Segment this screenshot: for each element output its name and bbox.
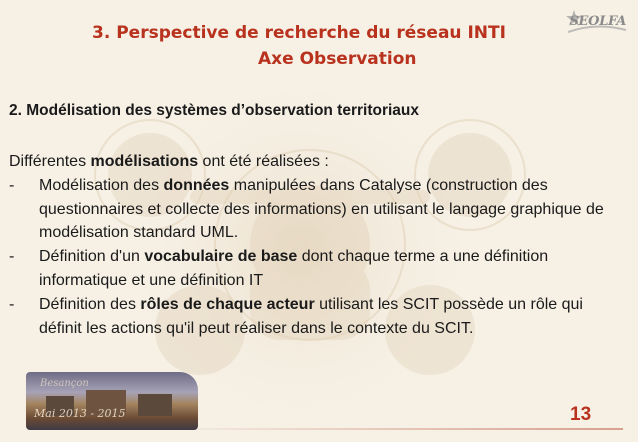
bullet-text-pre: Définition des (39, 295, 141, 313)
photo-caption: Mai 2013 - 2015 (34, 407, 126, 420)
footer-divider (198, 428, 623, 430)
section-heading: 2. Modélisation des systèmes d’observation territoriaux (9, 102, 420, 119)
intro-bold: modélisations (90, 153, 199, 170)
bullet-text-bold: vocabulaire de base (144, 248, 298, 266)
list-item (9, 293, 624, 341)
slide-body (9, 150, 624, 340)
bullet-text-pre: Modélisation des (39, 176, 164, 194)
bullet-text-bold: données (163, 176, 230, 194)
page-number: 13 (570, 404, 592, 425)
list-item (9, 245, 624, 293)
bullet-dash: - (9, 248, 15, 266)
list-item (9, 174, 624, 245)
intro-pre: Différentes (9, 153, 91, 170)
logo-text: SEOLFA (569, 14, 626, 29)
bullet-text-post: manipulées dans Catalyse (construction des questionnaires et collecte des informations) en utilisant le langage graphique de modélisation standard UML. (39, 176, 604, 242)
bullet-text-post: utilisant les SCIT possède un rôle qui définit les actions qu'il peut réaliser dans le contexte du SCIT. (39, 295, 583, 337)
title-line-2: Axe Observation (258, 49, 417, 69)
intro-post: ont été réalisées : (198, 153, 329, 170)
photo-top-text: Besançon (40, 378, 89, 389)
bullet-text-post: dont chaque terme a une définition informatique et une définition IT (39, 248, 549, 289)
bullet-dash: - (9, 295, 15, 313)
title-line-1: 3. Perspective de recherche du réseau INTI (92, 23, 506, 43)
bullet-text-bold: rôles de chaque acteur (140, 295, 315, 313)
bullet-text-pre: Définition d'un (39, 248, 145, 266)
intro-line (9, 150, 624, 174)
footer-photo (26, 372, 198, 430)
photo-building (138, 394, 172, 416)
bullet-dash: - (9, 176, 15, 194)
